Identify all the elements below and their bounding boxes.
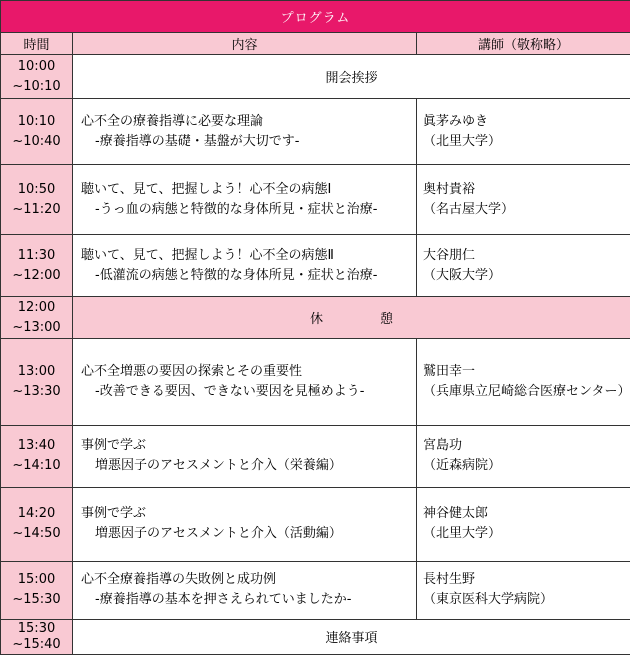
session-subtitle: -療養指導の基礎・基盤が大切です- bbox=[95, 133, 300, 149]
session-title: 聴いて、見て、把握しよう！心不全の病態Ⅱ bbox=[81, 247, 334, 263]
end-time: ~15:30 bbox=[12, 592, 61, 608]
end-time: ~10:40 bbox=[12, 133, 61, 149]
start-time: 15:00 bbox=[17, 572, 56, 588]
content-cell bbox=[73, 487, 417, 561]
session-title: 心不全増悪の要因の探索とその重要性 bbox=[81, 364, 303, 380]
title-row bbox=[1, 1, 630, 33]
session-subtitle: -療養指導の基本を押さえられていましたか- bbox=[95, 592, 352, 608]
content-cell bbox=[73, 425, 417, 487]
time-cell bbox=[1, 561, 73, 619]
time-cell bbox=[1, 235, 73, 297]
content-cell bbox=[73, 235, 417, 297]
start-time: 12:00 bbox=[17, 299, 56, 315]
end-time: ~13:00 bbox=[12, 319, 61, 335]
time-cell bbox=[1, 487, 73, 561]
session-subtitle: -低灌流の病態と特徴的な身体所見・症状と治療- bbox=[95, 267, 378, 283]
start-time: 10:10 bbox=[17, 113, 56, 129]
lecturer-affiliation: （東京医科大学病院） bbox=[423, 592, 554, 608]
lecturer-cell bbox=[417, 339, 630, 425]
session-title: 聴いて、見て、把握しよう！心不全の病態Ⅰ bbox=[81, 181, 332, 197]
session-label: 連絡事項 bbox=[73, 619, 630, 654]
lecturer-cell bbox=[417, 487, 630, 561]
time-cell bbox=[1, 297, 73, 339]
lecturer-name: 奥村貴裕 bbox=[423, 181, 476, 197]
time-cell bbox=[1, 619, 73, 654]
end-time: ~10:10 bbox=[12, 78, 61, 94]
session-subtitle: 増悪因子のアセスメントと介入（栄養編） bbox=[95, 458, 342, 474]
header-row bbox=[1, 33, 630, 55]
lecturer-affiliation: （兵庫県立尼崎総合医療センター） bbox=[423, 384, 630, 400]
content-cell bbox=[73, 165, 417, 235]
lecturer-name: 眞茅みゆき bbox=[423, 113, 489, 129]
start-time: 15:30 bbox=[17, 620, 56, 636]
time-cell bbox=[1, 165, 73, 235]
content-cell bbox=[73, 561, 417, 619]
lecturer-affiliation: （名古屋大学） bbox=[423, 201, 515, 217]
end-time: ~13:30 bbox=[12, 384, 61, 400]
program-title: プログラム bbox=[1, 1, 630, 33]
table-row bbox=[1, 235, 630, 297]
end-time: ~14:50 bbox=[12, 526, 61, 542]
table-row bbox=[1, 425, 630, 487]
lecturer-affiliation: （近森病院） bbox=[423, 458, 502, 474]
lecturer-name: 神谷健太郎 bbox=[423, 506, 489, 522]
time-cell bbox=[1, 99, 73, 165]
lecturer-affiliation: （大阪大学） bbox=[423, 267, 502, 283]
session-title: 心不全療養指導の失敗例と成功例 bbox=[81, 572, 277, 588]
lecturer-cell bbox=[417, 235, 630, 297]
content-cell bbox=[73, 99, 417, 165]
session-subtitle: -改善できる要因、できない要因を見極めよう- bbox=[95, 384, 365, 400]
end-time: ~15:40 bbox=[12, 636, 61, 652]
header-content: 内容 bbox=[73, 33, 417, 55]
end-time: ~12:00 bbox=[12, 267, 61, 283]
header-time: 時間 bbox=[1, 33, 73, 55]
table-row bbox=[1, 55, 630, 99]
table-row bbox=[1, 339, 630, 425]
end-time: ~14:10 bbox=[12, 458, 61, 474]
table-row bbox=[1, 487, 630, 561]
end-time: ~11:20 bbox=[12, 201, 61, 217]
lecturer-affiliation: （北里大学） bbox=[423, 133, 502, 149]
lecturer-name: 鷲田幸一 bbox=[423, 364, 476, 380]
lecturer-cell bbox=[417, 561, 630, 619]
lecturer-name: 宮島功 bbox=[423, 438, 463, 454]
start-time: 10:50 bbox=[17, 181, 56, 197]
lecturer-cell bbox=[417, 165, 630, 235]
table-row bbox=[1, 619, 630, 654]
start-time: 13:40 bbox=[17, 438, 56, 454]
break-label: 休 憩 bbox=[73, 297, 630, 339]
lecturer-cell bbox=[417, 99, 630, 165]
session-title: 心不全の療養指導に必要な理論 bbox=[81, 113, 264, 129]
lecturer-name: 長村生野 bbox=[423, 572, 476, 588]
table-row bbox=[1, 165, 630, 235]
start-time: 14:20 bbox=[17, 506, 56, 522]
session-title: 事例で学ぶ bbox=[81, 438, 147, 454]
session-subtitle: -うっ血の病態と特徴的な身体所見・症状と治療- bbox=[95, 201, 378, 217]
lecturer-affiliation: （北里大学） bbox=[423, 526, 502, 542]
content-cell bbox=[73, 339, 417, 425]
table-row bbox=[1, 99, 630, 165]
lecturer-name: 大谷朋仁 bbox=[423, 247, 476, 263]
lecturer-cell bbox=[417, 425, 630, 487]
header-lecturer: 講師（敬称略） bbox=[417, 33, 630, 55]
start-time: 11:30 bbox=[17, 247, 56, 263]
time-cell bbox=[1, 425, 73, 487]
time-cell bbox=[1, 339, 73, 425]
table-row bbox=[1, 297, 630, 339]
time-cell bbox=[1, 55, 73, 99]
table-row bbox=[1, 561, 630, 619]
session-title: 事例で学ぶ bbox=[81, 506, 147, 522]
start-time: 10:00 bbox=[17, 58, 56, 74]
session-subtitle: 増悪因子のアセスメントと介入（活動編） bbox=[95, 526, 342, 542]
start-time: 13:00 bbox=[17, 364, 56, 380]
session-label: 開会挨拶 bbox=[73, 55, 630, 99]
